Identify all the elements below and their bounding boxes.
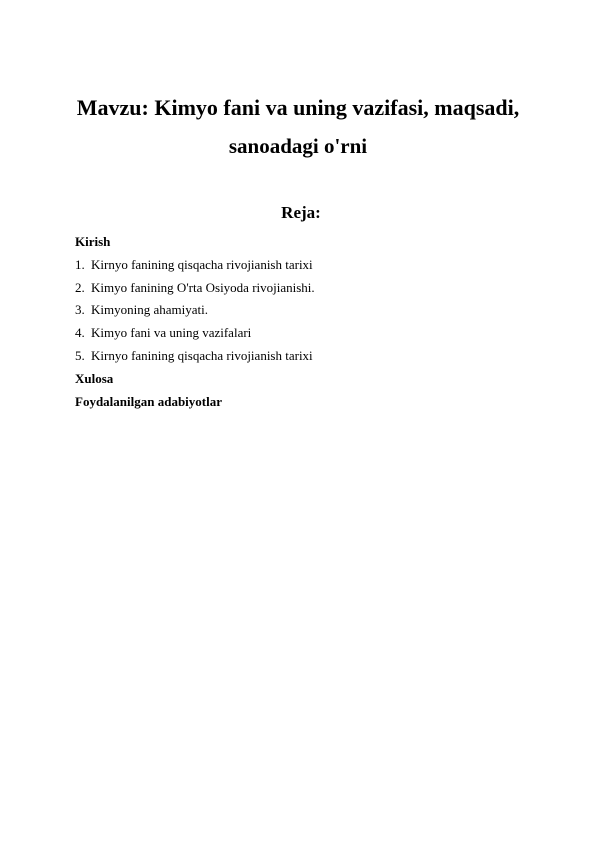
plan-item-number: 3. (75, 302, 85, 318)
plan-item (75, 278, 555, 301)
plan-item-text: Kimyo fanining O'rta Osiyoda rivojianishi. (91, 279, 315, 295)
plan-item (75, 300, 555, 323)
plan-intro: Kirish (75, 234, 111, 249)
plan-references: Foydalanilgan adabiyotlar (75, 393, 222, 409)
plan-item-text: Kirnyo fanining qisqacha rivojianish tarixi (91, 347, 313, 363)
plan-heading: Reja: (281, 203, 321, 222)
plan-conclusion: Xulosa (75, 370, 114, 386)
plan-item-number: 2. (75, 279, 85, 295)
plan-item-number: 1. (75, 256, 85, 272)
plan-item-number: 4. (75, 325, 85, 341)
plan-item-text: Kimyoning ahamiyati. (91, 302, 208, 318)
document-title: Mavzu: Kimyo fani va uning vazifasi, maqsadi, (76, 95, 520, 120)
plan-item (75, 323, 555, 346)
plan-item (75, 346, 555, 369)
document-title-continued: sanoadagi o'rni (228, 134, 368, 158)
plan-item-text: Kimyo fani va uning vazifalari (91, 325, 252, 341)
plan-item (75, 255, 555, 278)
plan-list (75, 232, 555, 414)
plan-item-text: Kirnyo fanining qisqacha rivojianish tarixi (91, 256, 313, 272)
plan-item-number: 5. (75, 347, 85, 363)
